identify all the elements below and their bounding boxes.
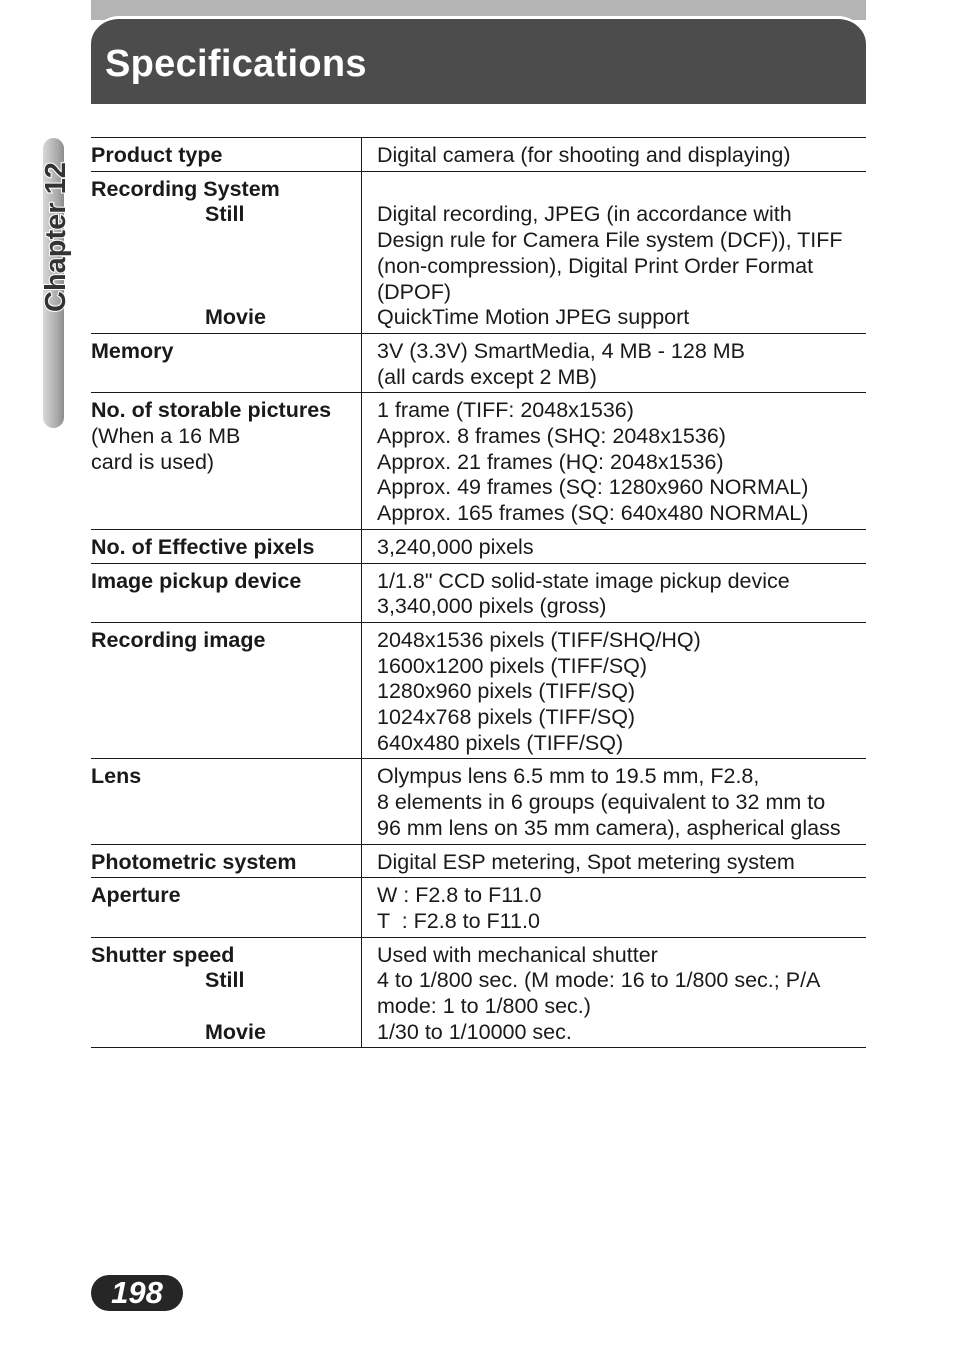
spec-row-image-pickup	[91, 563, 866, 622]
spec-line: 8 elements in 6 groups (equivalent to 32 mm to	[377, 790, 826, 815]
spec-row-lens	[91, 759, 866, 844]
spec-line: 3V (3.3V) SmartMedia, 4 MB - 128 MB	[377, 338, 746, 363]
spec-row-recording-system	[91, 171, 866, 333]
page-header	[91, 16, 866, 104]
spec-line: W : F2.8 to F11.0	[377, 883, 542, 908]
spec-label: Memory	[91, 333, 362, 392]
spec-line: 96 mm lens on 35 mm camera), aspherical glass	[377, 815, 841, 840]
spec-sublabel-movie: Movie	[205, 1019, 266, 1044]
spec-row-effective-pixels	[91, 529, 866, 563]
spec-line: Digital recording, JPEG (in accordance with	[377, 202, 792, 227]
chapter-label: Chapter 12	[40, 162, 72, 312]
spec-label: Product type	[91, 138, 362, 172]
spec-row-memory	[91, 333, 866, 392]
spec-line: 1 frame (TIFF: 2048x1536)	[377, 398, 634, 423]
spec-row-photometric	[91, 844, 866, 878]
spec-line: Used with mechanical shutter	[377, 942, 658, 967]
spec-line: Olympus lens 6.5 mm to 19.5 mm, F2.8,	[377, 764, 760, 789]
spec-line: Approx. 21 frames (HQ: 2048x1536)	[377, 449, 724, 474]
spec-label: Recording image	[91, 622, 362, 759]
spec-line: (DPOF)	[377, 279, 452, 304]
spec-line: 1600x1200 pixels (TIFF/SQ)	[377, 653, 648, 678]
spec-line: 3,340,000 pixels (gross)	[377, 594, 607, 619]
spec-line: Approx. 165 frames (SQ: 640x480 NORMAL)	[377, 501, 809, 526]
spec-line: (all cards except 2 MB)	[377, 364, 597, 389]
spec-line: Design rule for Camera File system (DCF)), TIFF	[377, 228, 843, 253]
spec-note: (When a 16 MB	[91, 424, 241, 449]
spec-label: No. of storable pictures	[91, 398, 332, 423]
spec-line: 1280x960 pixels (TIFF/SQ)	[377, 679, 636, 704]
spec-row-recording-image	[91, 622, 866, 759]
spec-label: Shutter speed	[91, 942, 235, 967]
spec-line: mode: 1 to 1/800 sec.)	[377, 994, 591, 1019]
spec-sublabel-still: Still	[205, 202, 245, 227]
spec-value: Digital ESP metering, Spot metering system	[362, 844, 867, 878]
spec-row-shutter-speed	[91, 937, 866, 1048]
spec-line: 1024x768 pixels (TIFF/SQ)	[377, 705, 636, 730]
spec-note: card is used)	[91, 449, 215, 474]
spec-line: T : F2.8 to F11.0	[377, 908, 540, 933]
spec-row-storable-pictures	[91, 393, 866, 530]
spec-label: Lens	[91, 759, 362, 844]
spec-line: 1/1.8" CCD solid-state image pickup device	[377, 568, 790, 593]
page-title: Specifications	[105, 43, 367, 85]
spec-row-aperture	[91, 878, 866, 937]
spec-row-product-type	[91, 138, 866, 172]
spec-line: Approx. 49 frames (SQ: 1280x960 NORMAL)	[377, 475, 809, 500]
spec-label: Photometric system	[91, 844, 362, 878]
spec-sublabel-still: Still	[205, 968, 245, 993]
spec-line: 2048x1536 pixels (TIFF/SHQ/HQ)	[377, 627, 701, 652]
spec-line: 4 to 1/800 sec. (M mode: 16 to 1/800 sec.; P/A	[377, 968, 821, 993]
spec-line: QuickTime Motion JPEG support	[377, 305, 690, 330]
spec-label: No. of Effective pixels	[91, 529, 362, 563]
spec-line: (non-compression), Digital Print Order Format	[377, 253, 814, 278]
spec-value: 3,240,000 pixels	[362, 529, 867, 563]
spec-label: Aperture	[91, 878, 362, 937]
specifications-table	[91, 137, 866, 1048]
spec-label: Recording System	[91, 176, 280, 201]
spec-label: Image pickup device	[91, 563, 362, 622]
spec-line: 640x480 pixels (TIFF/SQ)	[377, 730, 624, 755]
spec-sublabel-movie: Movie	[205, 305, 266, 330]
spec-value: Digital camera (for shooting and displaying)	[362, 138, 867, 172]
spec-line: Approx. 8 frames (SHQ: 2048x1536)	[377, 424, 726, 449]
spec-line: 1/30 to 1/10000 sec.	[377, 1019, 572, 1044]
page-number-badge: 198	[91, 1275, 183, 1311]
